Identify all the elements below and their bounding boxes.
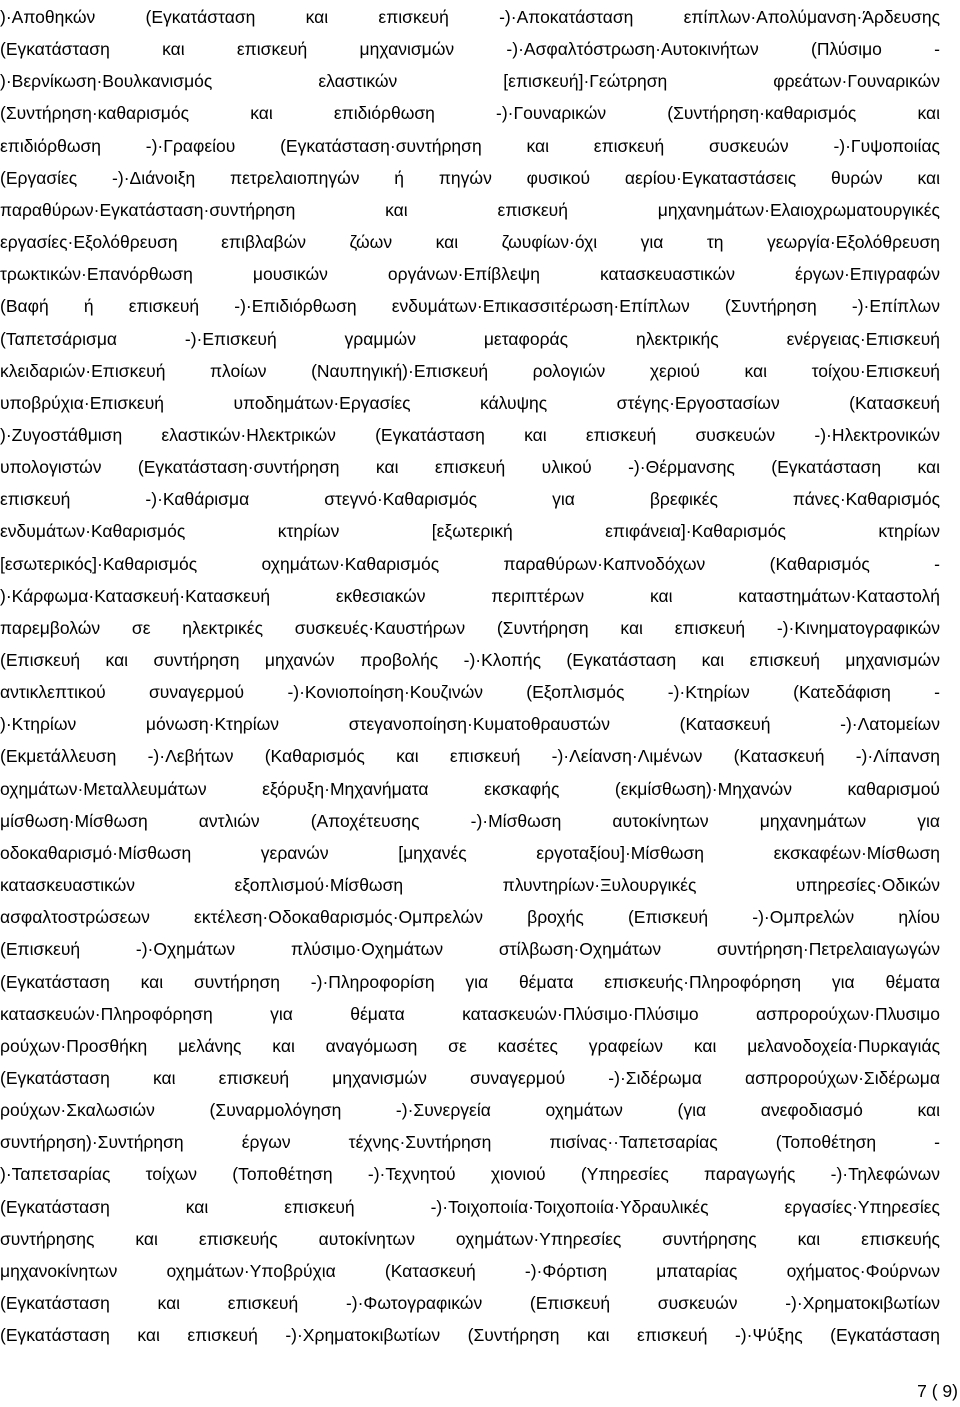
text-line: (Εκμετάλλευση -)·Λεβήτων (Καθαρισμός και επισκευή -)·Λείανση·Λιμένων (Κατασκευή -)·Λίπανση — [0, 746, 940, 767]
text-line: (Εγκατάσταση και επισκευή μηχανισμών -)·Ασφαλτόστρωση·Αυτοκινήτων (Πλύσιμο - — [0, 39, 940, 60]
text-line: ρούχων·Σκαλωσιών (Συναρμολόγηση -)·Συνεργεία οχημάτων (για ανεφοδιασμό και — [0, 1100, 940, 1121]
text-line: (Ταπετσάρισμα -)·Επισκευή γραμμών μεταφοράς ηλεκτρικής ενέργειας·Επισκευή — [0, 328, 940, 349]
text-line: συντήρησης και επισκευής αυτοκίνητων οχημάτων·Υπηρεσίες συντήρησης και επισκευής — [0, 1228, 940, 1249]
text-line: (Εγκατάσταση και επισκευή -)·Χρηματοκιβωτίων (Συντήρηση και επισκευή -)·Ψύξης (Εγκατάσταση — [0, 1325, 940, 1346]
text-line: (Εγκατάσταση και συντήρηση -)·Πληροφορίση για θέματα επισκευής·Πληροφόρηση για θέματα — [0, 971, 940, 992]
text-line: ενδυμάτων·Καθαρισμός κτηρίων [εξωτερική επιφάνεια]·Καθαρισμός κτηρίων — [0, 521, 940, 542]
text-line: [εσωτερικός]·Καθαρισμός οχημάτων·Καθαρισμός παραθύρων·Καπνοδόχων (Καθαρισμός - — [0, 553, 940, 574]
text-line: ασφαλτοστρώσεων εκτέλεση·Οδοκαθαρισμός·Ομπρελών βροχής (Επισκευή -)·Ομπρελών ηλίου — [0, 907, 940, 928]
text-line: (Εγκατάσταση και επισκευή -)·Φωτογραφικών (Επισκευή συσκευών -)·Χρηματοκιβωτίων — [0, 1293, 940, 1313]
text-line: παραθύρων·Εγκατάσταση·συντήρηση και επισκευή μηχανημάτων·Ελαιοχρωματουργικές — [0, 199, 940, 220]
text-line: κατασκευών·Πληροφόρηση για θέματα κατασκευών·Πλύσιμο·Πλύσιμο ασπρορούχων·Πλυσιμο — [0, 1003, 940, 1024]
text-line: )·Κάρφωμα·Κατασκευή·Κατασκευή εκθεσιακών περιπτέρων και καταστημάτων·Καταστολή — [0, 585, 940, 606]
text-line: (Εργασίες -)·Διάνοιξη πετρελαιοπηγών ή πηγών φυσικού αερίου·Εγκαταστάσεις θυρών και — [0, 167, 940, 188]
text-line: επιδιόρθωση -)·Γραφείου (Εγκατάσταση·συντήρηση και επισκευή συσκευών -)·Γυψοποιίας — [0, 135, 940, 156]
text-line: (Επισκευή -)·Οχημάτων πλύσιμο·Οχημάτων στίλβωση·Οχημάτων συντήρηση·Πετρελαιαγωγών — [0, 939, 940, 960]
text-line: )·Ζυγοστάθμιση ελαστικών·Ηλεκτρικών (Εγκατάσταση και επισκευή συσκευών -)·Ηλεκτρονικών — [0, 424, 940, 445]
text-line: μηχανοκίνητων οχημάτων·Υποβρύχια (Κατασκευή -)·Φόρτιση μπαταρίας οχήματος·Φούρνων — [0, 1260, 940, 1281]
page-number: 7 ( 9) — [917, 1381, 958, 1401]
text-line: αντικλεπτικού συναγερμού -)·Κονιοποίηση·Κουζινών (Εξοπλισμός -)·Κτηρίων (Κατεδάφιση - — [0, 682, 940, 703]
text-line: )·Κτηρίων μόνωση·Κτηρίων στεγανοποίηση·Κυματοθραυστών (Κατασκευή -)·Λατομείων — [0, 714, 940, 735]
text-line: (Επισκευή και συντήρηση μηχανών προβολής -)·Κλοπής (Εγκατάσταση και επισκευή μηχανισμών — [0, 650, 940, 670]
text-line: τρωκτικών·Επανόρθωση μουσικών οργάνων·Επίβλεψη κατασκευαστικών έργων·Επιγραφών — [0, 264, 940, 285]
text-line: κατασκευαστικών εξοπλισμού·Μίσθωση πλυντηρίων·Ξυλουργικές υπηρεσίες·Οδικών — [0, 875, 940, 895]
text-line: υποβρύχια·Επισκευή υποδημάτων·Εργασίες κάλυψης στέγης·Εργοστασίων (Κατασκευή — [0, 392, 940, 413]
text-line: (Εγκατάσταση και επισκευή -)·Τοιχοποιία·Τοιχοποιία·Υδραυλικές εργασίες·Υπηρεσίες — [0, 1196, 940, 1217]
text-line: (Συντήρηση·καθαρισμός και επιδιόρθωση -)·Γουναρικών (Συντήρηση·καθαρισμός και — [0, 103, 940, 124]
text-line: εργασίες·Εξολόθρευση επιβλαβών ζώων και ζωυφίων·όχι για τη γεωργία·Εξολόθρευση — [0, 232, 940, 252]
text-line: συντήρηση)·Συντήρηση έργων τέχνης·Συντήρηση πισίνας··Ταπετσαρίας (Τοποθέτηση - — [0, 1132, 940, 1153]
text-line: ρούχων·Προσθήκη μελάνης και αναγόμωση σε κασέτες γραφείων και μελανοδοχεία·Πυρκαγιάς — [0, 1035, 940, 1056]
text-line: )·Αποθηκών (Εγκατάσταση και επισκευή -)·Αποκατάσταση επίπλων·Απολύμανση·Άρδευσης — [0, 7, 940, 27]
text-line: επισκευή -)·Καθάρισμα στεγνό·Καθαρισμός για βρεφικές πάνες·Καθαρισμός — [0, 489, 940, 510]
text-line: (Εγκατάσταση και επισκευή μηχανισμών συναγερμού -)·Σιδέρωμα ασπρορούχων·Σιδέρωμα — [0, 1068, 940, 1088]
text-line: οδοκαθαρισμό·Μίσθωση γερανών [μηχανές εργοταξίου]·Μίσθωση εκσκαφέων·Μίσθωση — [0, 842, 940, 863]
text-line: μίσθωση·Μίσθωση αντλιών (Αποχέτευσης -)·Μίσθωση αυτοκίνητων μηχανημάτων για — [0, 810, 940, 831]
text-line: (Βαφή ή επισκευή -)·Επιδιόρθωση ενδυμάτων·Επικασσιτέρωση·Επίπλων (Συντήρηση -)·Επίπλων — [0, 296, 940, 317]
text-line: )·Ταπετσαρίας τοίχων (Τοποθέτηση -)·Τεχνητού χιονιού (Υπηρεσίες παραγωγής -)·Τηλεφώνων — [0, 1164, 940, 1185]
text-line: κλειδαριών·Επισκευή πλοίων (Ναυπηγική)·Επισκευή ρολογιών χεριού και τοίχου·Επισκευή — [0, 360, 940, 381]
text-line: παρεμβολών σε ηλεκτρικές συσκευές·Καυστήρων (Συντήρηση και επισκευή -)·Κινηματογραφικών — [0, 617, 940, 638]
text-line: )·Βερνίκωση·Βουλκανισμός ελαστικών [επισκευή]·Γεώτρηση φρεάτων·Γουναρικών — [0, 71, 940, 92]
text-line: οχημάτων·Μεταλλευμάτων εξόρυξη·Μηχανήματα εκσκαφής (εκμίσθωση)·Μηχανών καθαρισμού — [0, 778, 940, 799]
text-line: υπολογιστών (Εγκατάσταση·συντήρηση και επισκευή υλικού -)·Θέρμανσης (Εγκατάσταση και — [0, 457, 940, 478]
